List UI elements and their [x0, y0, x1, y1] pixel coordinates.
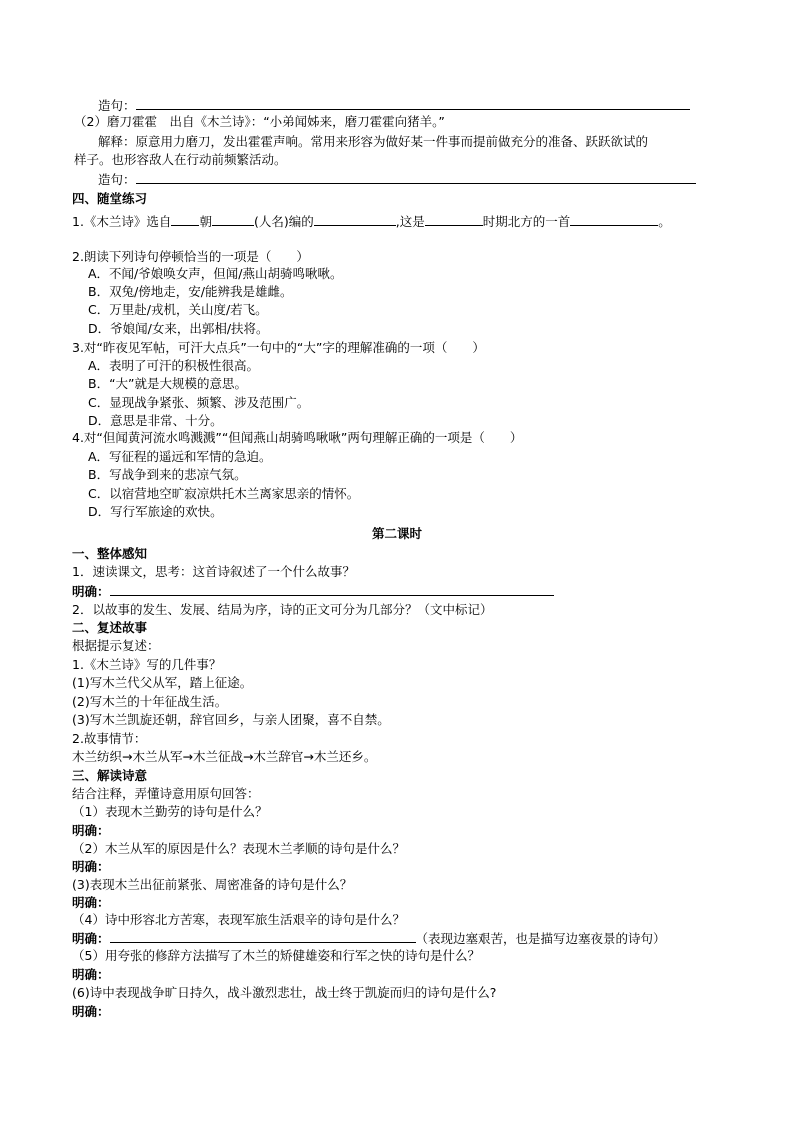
option-2a[interactable]: A．不闻/爷娘唤女声，但闻/燕山胡骑鸣啾啾。	[88, 266, 343, 281]
answer-blank[interactable]	[570, 212, 658, 226]
interpret-question-6: (6)诗中表现战争旷日持久，战斗激烈悲壮，战士终于凯旋而归的诗句是什么?	[72, 985, 497, 1000]
option-4d[interactable]: D．写行军旅途的欢快。	[88, 504, 223, 519]
interpret-question-4: （4）诗中形容北方苦寒，表现军旅生活艰辛的诗句是什么？	[72, 912, 405, 927]
label-zaoju: 造句：	[98, 98, 136, 113]
answer-blank[interactable]	[314, 212, 396, 226]
lesson-title: 第二课时	[371, 526, 422, 541]
idiom-explanation-cont: 样子。也形容敌人在行动前频繁活动。	[74, 152, 287, 167]
plot-sequence: 木兰纺织→木兰从军→木兰征战→木兰辞官→木兰还乡。	[72, 749, 377, 764]
answer-blank[interactable]	[171, 212, 199, 226]
answer-note: （表现边塞艰苦，也是描写边塞夜景的诗句）	[415, 931, 666, 946]
option-3c[interactable]: C．显现战争紧张、频繁、涉及范围广。	[88, 395, 310, 410]
interpret-question-5: （5）用夸张的修辞方法描写了木兰的矫健雄姿和行军之快的诗句是什么？	[72, 948, 480, 963]
question-4: 4.对“但闻黄河流水鸣溅溅”“但闻燕山胡骑鸣啾啾”两句理解正确的一项是（ ）	[72, 430, 523, 445]
option-2b[interactable]: B．双兔/傍地走，安/能辨我是雄雌。	[88, 284, 293, 299]
overall-question-1: 1．速读课文，思考：这首诗叙述了一个什么故事？	[72, 564, 355, 579]
sentence-making-line	[0, 170, 794, 188]
option-3d[interactable]: D．意思是非常、十分。	[88, 413, 223, 428]
label-mingque: 明确：	[72, 823, 110, 838]
answer-blank[interactable]	[212, 212, 254, 226]
answer-line	[0, 582, 794, 600]
option-4b[interactable]: B．写战争到来的悲凉气氛。	[88, 467, 247, 482]
overall-question-2: 2．以故事的发生、发展、结局为序，诗的正文可分为几部分？（文中标记）	[72, 602, 493, 617]
option-4a[interactable]: A．写征程的遥远和军情的急迫。	[88, 449, 272, 464]
idiom-explanation: 解释：原意用力磨刀，发出霍霍声响。常用来形容为做好某一件事而提前做充分的准备、跃跃欲试的	[98, 134, 649, 149]
label-mingque: 明确：	[72, 584, 110, 599]
answer-blank[interactable]	[110, 929, 416, 943]
interpret-question-3: (3)表现木兰出征前紧张、周密准备的诗句是什么？	[72, 877, 353, 892]
question-2: 2.朗读下列诗句停顿恰当的一项是（ ）	[72, 249, 309, 264]
section-heading-overall: 一、整体感知	[72, 546, 148, 561]
answer-line	[0, 929, 794, 947]
option-2d[interactable]: D．爷娘闻/女来，出郭相/扶将。	[88, 321, 269, 336]
label-zaoju: 造句：	[98, 172, 136, 187]
retell-item-1: (1)写木兰代父从军，踏上征途。	[72, 675, 253, 690]
section-heading-practice: 四、随堂练习	[72, 191, 148, 206]
retell-question-1: 1.《木兰诗》写的几件事？	[72, 657, 222, 672]
option-2c[interactable]: C．万里赴/戎机，关山度/若飞。	[88, 302, 268, 317]
section-heading-retell: 二、复述故事	[72, 620, 148, 635]
interpret-question-1: （1）表现木兰勤劳的诗句是什么？	[72, 804, 268, 819]
sentence-making-line	[0, 96, 794, 114]
label-mingque: 明确：	[72, 859, 110, 874]
answer-blank[interactable]	[136, 96, 690, 110]
option-3b[interactable]: B．“大”就是大规模的意思。	[88, 376, 248, 391]
label-mingque: 明确：	[72, 931, 110, 946]
retell-intro: 根据提示复述：	[72, 638, 160, 653]
retell-question-2: 2.故事情节：	[72, 731, 147, 746]
label-mingque: 明确：	[72, 895, 110, 910]
interpret-intro: 结合注释，弄懂诗意用原句回答：	[72, 786, 260, 801]
fill-blank-question-1: 1.《木兰诗》选自 朝 (人名)编的 ,这是 时期北方的一首 。	[72, 214, 671, 229]
option-4c[interactable]: C．以宿营地空旷寂凉烘托木兰离家思亲的情怀。	[88, 486, 360, 501]
interpret-question-2: （2）木兰从军的原因是什么？表现木兰孝顺的诗句是什么？	[72, 841, 405, 856]
label-mingque: 明确：	[72, 967, 110, 982]
answer-blank[interactable]	[425, 212, 483, 226]
question-3: 3.对“昨夜见军帖，可汗大点兵”一句中的“大”字的理解准确的一项（ ）	[72, 340, 485, 355]
option-3a[interactable]: A．表明了可汗的积极性很高。	[88, 358, 260, 373]
idiom-item-2: （2）磨刀霍霍 出自《木兰诗》：“小弟闻姊来，磨刀霍霍向猪羊。”	[74, 114, 445, 129]
label-mingque: 明确：	[72, 1004, 110, 1019]
retell-item-3: (3)写木兰凯旋还朝，辞官回乡，与亲人团聚，喜不自禁。	[72, 712, 390, 727]
answer-blank[interactable]	[110, 582, 554, 596]
retell-item-2: (2)写木兰的十年征战生活。	[72, 694, 228, 709]
answer-blank[interactable]	[136, 170, 696, 184]
section-heading-interpret: 三、解读诗意	[72, 768, 148, 783]
